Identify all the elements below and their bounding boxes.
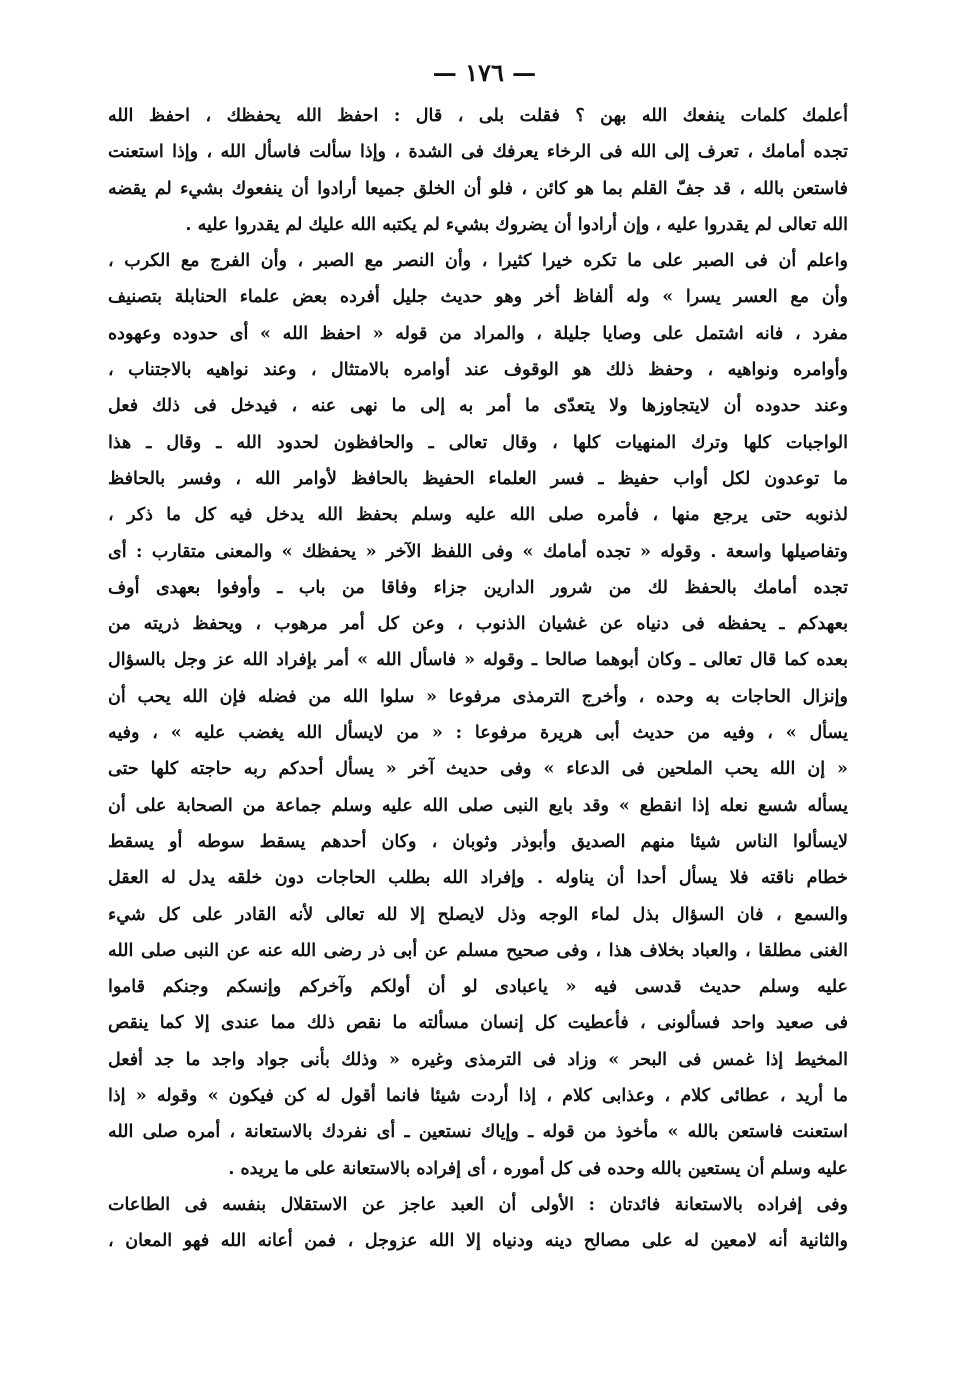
text-line: تجده أمامك ، تعرف إلى الله فى الرخاء يعرفك فى الشدة ، وإذا سألت فاسأل الله ، وإذا استعنت [108,142,848,163]
text-line: وأن مع العسر يسرا » وله ألفاظ أخر وهو حديث جليل أفرده بعض علماء الحنابلة بتصنيف [108,287,848,308]
text-line: وأوامره ونواهيه ، وحفظ ذلك هو الوقوف عند أوامره بالامتثال ، وعند نواهيه بالاجتناب ، [108,360,848,381]
body-text [108,98,848,1260]
text-line: والسمع ، فان السؤال بذل لماء الوجه وذل لايصلح إلا لله تعالى لأنه القادر على كل شيء [108,904,848,925]
text-line: بعده كما قال تعالى ـ وكان أبوهما صالحا ـ وقوله « فاسأل الله » أمر بإفراد الله عز وجل بالسؤال [108,650,848,671]
text-line: وإنزال الحاجات به وحده ، وأخرج الترمذى مرفوعا « سلوا الله من فضله فإن الله يحب أن [108,686,848,707]
text-line: لذنوبه حتى يرجع منها ، فأمره صلى الله عليه وسلم بحفظ الله يدخل فيه كل ما ذكر ، [108,505,848,526]
text-line: استعنت فاستعن بالله » مأخوذ من قوله ـ وإياك نستعين ـ أى نفردك بالاستعانة ، أمره صلى الله [108,1122,848,1143]
text-line: وفى إفراده بالاستعانة فائدتان : الأولى أن العبد عاجز عن الاستقلال بنفسه فى الطاعات [108,1194,848,1215]
text-line: واعلم أن فى الصبر على ما تكره خيرا كثيرا ، وأن النصر مع الصبر ، وأن الفرج مع الكرب ، [108,251,848,272]
text-line: لايسألوا الناس شيئا منهم الصديق وأبوذر وثوبان ، وكان أحدهم يسقط سوطه أو يسقط [108,831,848,852]
text-line: عليه وسلم حديث قدسى فيه « ياعبادى لو أن أولكم وآخركم وإنسكم وجنكم قاموا [108,977,848,998]
text-line: تجده أمامك بالحفظ لك من شرور الدارين جزاء وفاقا من باب ـ وأوفوا بعهدى أوف [108,577,848,598]
text-line: الغنى مطلقا ، والعباد بخلاف هذا ، وفى صحيح مسلم عن أبى ذر رضى الله عنه عن النبى صلى الله [108,940,848,961]
text-line: الله تعالى لم يقدروا عليه ، وإن أرادوا أن يضروك بشيء لم يكتبه الله عليك لم يقدروا عليه . [185,214,848,235]
text-line: فى صعيد واحد فسألونى ، فأعطيت كل إنسان مسألته ما نقص ذلك مما عندى إلا كما ينقص [108,1013,848,1034]
text-line: الواجبات كلها وترك المنهيات كلها ، وقال تعالى ـ والحافظون لحدود الله ـ وقال ـ هذا [108,432,848,453]
text-line: يسأله شسع نعله إذا انقطع » وقد بايع النبى صلى الله عليه وسلم جماعة من الصحابة على أن [108,795,848,816]
text-line: عليه وسلم أن يستعين بالله وحده فى كل أموره ، أى إفراده بالاستعانة على ما يريده . [228,1158,848,1179]
text-line: ما توعدون لكل أواب حفيظ ـ فسر العلماء الحفيظ بالحافظ لأوامر الله ، وفسر بالحافظ [108,468,848,489]
text-line: ما أريد ، عطائى كلام ، وعذابى كلام ، إذا أردت شيئا فانما أقول له كن فيكون » وقوله « إذا [108,1086,848,1107]
text-line: بعهدكم ـ يحفظه فى دنياه عن غشيان الذنوب ، وعن كل أمر مرهوب ، ويحفظ ذريته من [108,614,848,635]
page-number: — ١٧٦ — [432,58,537,87]
text-line: « إن الله يحب الملحين فى الدعاء » وفى حديث آخر « يسأل أحدكم ربه حاجته كلها حتى [108,759,848,780]
text-line: المخيط إذا غمس فى البحر » وزاد فى الترمذى وغيره « وذلك بأنى جواد واجد ما جد أفعل [108,1049,848,1070]
text-line: أعلمك كلمات ينفعك الله بهن ؟ فقلت بلى ، قال : احفظ الله يحفظك ، احفظ الله [108,106,848,126]
text-line: فاستعن بالله ، قد جفّ القلم بما هو كائن ، فلو أن الخلق جميعا أرادوا أن ينفعوك بشيء لم يقضه [108,178,848,199]
text-line: وعند حدوده أن لايتجاوزها ولا يتعدّى ما أمر به إلى ما نهى عنه ، فيدخل فى ذلك فعل [108,396,848,417]
text-line: مفرد ، فانه اشتمل على وصايا جليلة ، والمراد من قوله « احفظ الله » أى حدوده وعهوده [108,323,848,344]
text-line: يسأل » ، وفيه من حديث أبى هريرة مرفوعا : « من لايسأل الله يغضب عليه » ، وفيه [108,723,848,744]
text-line: والثانية أنه لامعين له على مصالح دينه ودنياه إلا الله عزوجل ، فمن أعانه الله فهو المعان ، [108,1231,848,1252]
text-line: وتفاصيلها واسعة . وقوله « تجده أمامك » وفى اللفظ الآخر « يحفظك » والمعنى متقارب : أى [108,541,848,562]
text-line: خطام ناقته فلا يسأل أحدا أن يناوله . وإفراد الله بطلب الحاجات دون خلقه يدل له العقل [108,868,848,889]
